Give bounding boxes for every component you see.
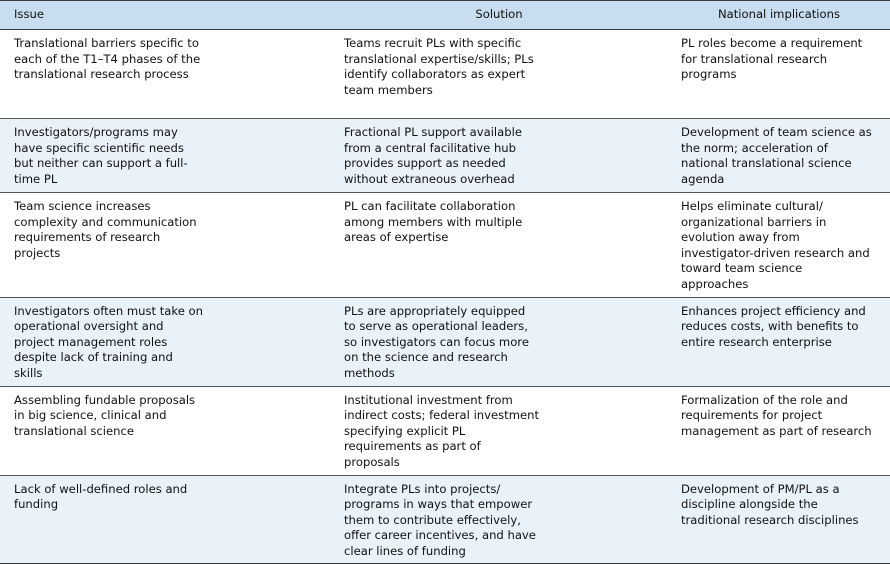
solution-cell bbox=[330, 193, 668, 298]
issue-text: Assembling fundable proposals in big science, clinical and translational science bbox=[14, 392, 196, 438]
implications-text: Helps eliminate cultural/ organizational barriers in evolution away from investigator-driven research and toward team science approaches bbox=[681, 199, 870, 291]
issue-text: Investigators/programs may have specific scientific needs but neither can support a full-time PL bbox=[14, 125, 188, 186]
solution-cell bbox=[330, 475, 668, 564]
issue-cell bbox=[0, 30, 330, 119]
implications-cell bbox=[668, 386, 890, 475]
column-header-national-implications: National implications bbox=[668, 1, 890, 30]
issue-cell bbox=[0, 193, 330, 298]
issue-cell bbox=[0, 475, 330, 564]
implications-text: Development of team science as the norm; acceleration of national translational science agenda bbox=[681, 125, 872, 186]
solution-cell bbox=[330, 297, 668, 386]
table-header bbox=[0, 1, 890, 30]
issue-text: Lack of well-defined roles and funding bbox=[14, 481, 188, 512]
solution-text: Teams recruit PLs with specific translational expertise/skills; PLs identify collaborators as expert team members bbox=[344, 36, 534, 97]
implications-text: Formalization of the role and requirements for project management as part of research bbox=[681, 392, 872, 438]
issue-text: Translational barriers specific to each of the T1–T4 phases of the translational research process bbox=[14, 36, 201, 82]
table-row bbox=[0, 119, 890, 193]
implications-text: Development of PM/PL as a discipline alongside the traditional research disciplines bbox=[681, 481, 859, 527]
issue-text: Team science increases complexity and communication requirements of research projects bbox=[14, 199, 197, 260]
solution-text: PLs are appropriately equipped to serve as operational leaders, so investigators can focus more on the science and research methods bbox=[344, 303, 529, 380]
solution-cell bbox=[330, 119, 668, 193]
table-row bbox=[0, 297, 890, 386]
column-header-issue: Issue bbox=[0, 1, 330, 30]
header-row bbox=[0, 1, 890, 30]
issue-cell bbox=[0, 297, 330, 386]
implications-cell bbox=[668, 30, 890, 119]
issue-cell bbox=[0, 119, 330, 193]
table-row bbox=[0, 193, 890, 298]
implications-cell bbox=[668, 193, 890, 298]
solution-text: Fractional PL support available from a central facilitative hub provides support as needed without extraneous overhead bbox=[344, 125, 522, 186]
implications-text: PL roles become a requirement for translational research programs bbox=[681, 36, 863, 82]
implications-cell bbox=[668, 119, 890, 193]
issue-cell bbox=[0, 386, 330, 475]
table-row bbox=[0, 386, 890, 475]
solution-cell bbox=[330, 30, 668, 119]
issue-text: Investigators often must take on operational oversight and project management roles despite lack of training and skills bbox=[14, 303, 203, 380]
solution-text: Integrate PLs into projects/ programs in ways that empower them to contribute effectively, offer career incentives, and have clear lines of funding bbox=[344, 481, 536, 558]
implications-cell bbox=[668, 475, 890, 564]
table-row bbox=[0, 475, 890, 564]
solution-text: Institutional investment from indirect costs; federal investment specifying explicit PL requirements as part of proposals bbox=[344, 392, 540, 469]
solution-text: PL can facilitate collaboration among members with multiple areas of expertise bbox=[344, 199, 523, 245]
solution-cell bbox=[330, 386, 668, 475]
column-header-solution: Solution bbox=[330, 1, 668, 30]
table-row bbox=[0, 30, 890, 119]
implications-cell bbox=[668, 297, 890, 386]
implications-text: Enhances project efficiency and reduces costs, with benefits to entire research enterprise bbox=[681, 303, 866, 349]
table-body bbox=[0, 30, 890, 564]
